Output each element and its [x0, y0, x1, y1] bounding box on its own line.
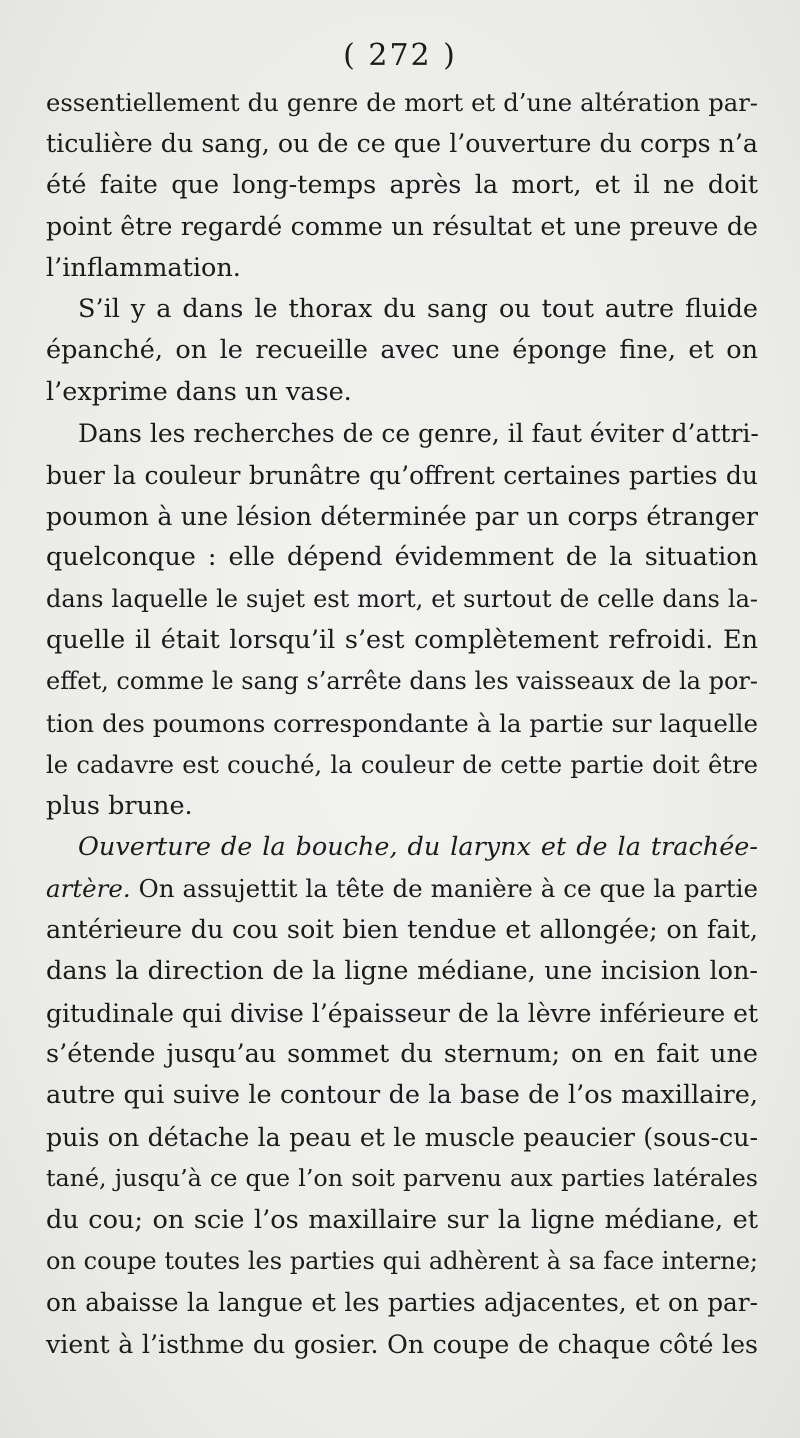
text-line: autre qui suive le contour de la base de l’os maxillaire,	[46, 1080, 758, 1111]
text-line: antérieure du cou soit bien tendue et allongée; on fait,	[46, 914, 758, 945]
text-line: poumon à une lésion déterminée par un corps étranger	[46, 501, 758, 531]
section-heading: Ouverture de la bouche, du larynx et de la trachée-	[78, 832, 758, 863]
text-line: on coupe toutes les parties qui adhèrent à sa face interne;	[46, 1246, 758, 1275]
text-line: s’étende jusqu’au sommet du sternum; on en fait une	[46, 1038, 758, 1069]
text-line: l’exprime dans un vase.	[46, 376, 352, 407]
page-number: ( 272 )	[343, 38, 457, 73]
text-line: l’inflammation.	[46, 252, 241, 283]
text-line: Dans les recherches de ce genre, il faut éviter d’attri-	[78, 419, 759, 449]
text-line: dans laquelle le sujet est mort, et surtout de celle dans la-	[46, 584, 758, 613]
text-line	[46, 827, 758, 868]
section-heading-end: artère.	[46, 874, 131, 904]
text-line: quelconque : elle dépend évidemment de la situation	[46, 542, 758, 573]
text-line: du cou; on scie l’os maxillaire sur la ligne médiane, et	[46, 1204, 758, 1235]
text-line: dans la direction de la ligne médiane, une incision lon-	[46, 956, 758, 987]
text-line: tion des poumons correspondante à la partie sur laquelle	[46, 708, 758, 738]
text-line: artère. On assujettit la tête de manière à ce que la partie	[46, 874, 758, 904]
text-line: point être regardé comme un résultat et une preuve de	[46, 212, 758, 242]
text-line: plus brune.	[46, 790, 193, 821]
text-line: le cadavre est couché, la couleur de cette partie doit être	[46, 750, 758, 780]
body-text	[46, 82, 758, 1365]
text-line: quelle il était lorsqu’il s’est complètement refroidi. En	[46, 625, 758, 656]
text-line: ticulière du sang, ou de ce que l’ouverture du corps n’a	[46, 129, 758, 159]
text-line: S’il y a dans le thorax du sang ou tout autre fluide	[78, 293, 758, 324]
text-line: effet, comme le sang s’arrête dans les vaisseaux de la por-	[46, 667, 758, 696]
text-line: puis on détache la peau et le muscle peaucier (sous-cu-	[46, 1122, 758, 1152]
text-line: essentiellement du genre de mort et d’une altération par-	[46, 88, 758, 117]
text-line: gitudinale qui divise l’épaisseur de la lèvre inférieure et	[46, 998, 758, 1028]
text-line: épanché, on le recueille avec une éponge fine, et on	[46, 335, 758, 366]
text-line: tané, jusqu’à ce que l’on soit parvenu aux parties latérales	[46, 1164, 758, 1193]
text-line: vient à l’isthme du gosier. On coupe de chaque côté les	[46, 1329, 758, 1359]
text-line: on abaisse la langue et les parties adjacentes, et on par-	[46, 1288, 758, 1318]
text-line: buer la couleur brunâtre qu’offrent certaines parties du	[46, 460, 758, 490]
text-line: été faite que long-temps après la mort, et il ne doit	[46, 169, 758, 200]
